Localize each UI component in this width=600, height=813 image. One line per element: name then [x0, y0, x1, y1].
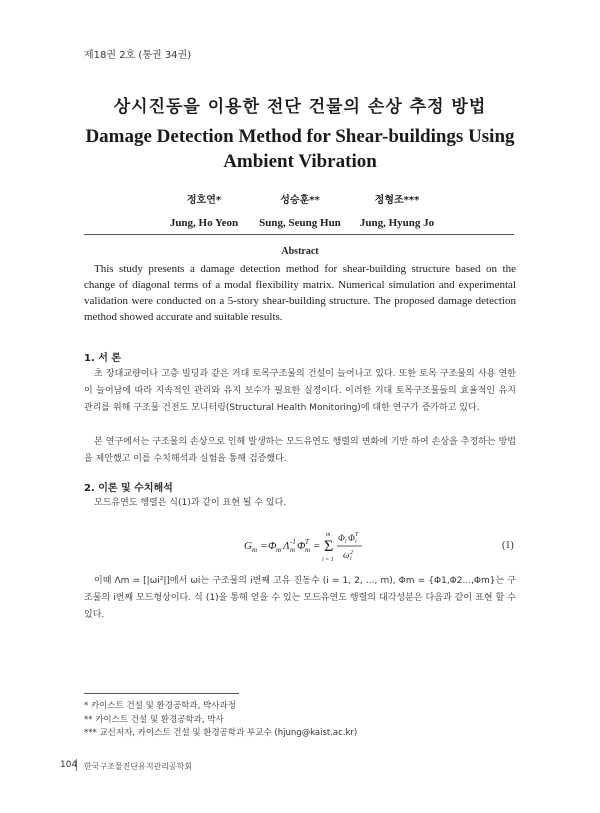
svg-text:Φ: Φ: [268, 540, 277, 552]
svg-text:Φ: Φ: [348, 533, 355, 543]
issue-header: 제18권 2호 (통권 34권): [84, 50, 192, 61]
svg-text:-1: -1: [290, 538, 296, 546]
author-3-korean: 정형조***: [374, 195, 420, 206]
author-2-english: Sung, Seung Hun: [259, 217, 341, 229]
svg-text:ω: ω: [343, 550, 350, 560]
footnote-1: * 카이스트 건설 및 환경공학과, 박사과정: [84, 701, 236, 711]
svg-text:T: T: [355, 532, 359, 538]
flexibility-equation: [244, 525, 364, 565]
author-3-english: Jung, Hyung Jo: [359, 217, 435, 229]
svg-text:2: 2: [350, 550, 353, 556]
footer-separator: [76, 759, 77, 771]
svg-text:m: m: [305, 546, 311, 554]
footnote-divider: [84, 693, 239, 694]
english-title: Damage Detection Method for Shear-buildings Using Ambient Vibration: [85, 126, 515, 172]
section-1-heading: 1. 서 론: [84, 353, 122, 364]
svg-text:Φ: Φ: [297, 540, 306, 552]
svg-text:Φ: Φ: [338, 533, 345, 543]
footnote-3: *** 교신저자, 카이스트 건설 및 환경공학과 부교수 (hjung@kaist.ac.kr): [84, 728, 358, 738]
svg-text:m: m: [276, 546, 282, 554]
svg-text:=: =: [260, 540, 268, 552]
svg-text:=: =: [313, 540, 321, 552]
author-1-english: Jung, Ho Yeon: [169, 217, 239, 229]
svg-text:i: i: [350, 556, 352, 562]
svg-text:T: T: [305, 538, 309, 546]
svg-text:Λ: Λ: [283, 540, 290, 552]
title-divider: [84, 234, 514, 235]
section-2-intro: 모드유연도 행렬은 식(1)과 같이 표현 될 수 있다.: [94, 498, 287, 508]
korean-title: 상시진동을 이용한 전단 건물의 손상 추정 방법: [113, 97, 487, 117]
svg-text:Σ: Σ: [324, 538, 334, 555]
svg-text:m: m: [252, 546, 258, 554]
svg-text:i = 1: i = 1: [322, 557, 334, 563]
svg-text:G: G: [244, 540, 252, 552]
equation-number: (1): [502, 540, 514, 551]
author-2-korean: 성승훈**: [280, 195, 320, 206]
svg-text:i: i: [345, 539, 347, 545]
author-3: [327, 191, 467, 229]
svg-text:m: m: [326, 532, 331, 538]
section-1-paragraph-1: 초 장대교량이나 고층 빌딩과 같은 거대 토목구조물의 건설이 늘어나고 있다. 또한 토목 구조물의 사용 연한이 늘어남에 따라 지속적인 관리와 유지 보수가 필요한 실정이다. 이러한 거대 토목구조물들의 효율적인 유지 관리를 위해 구조물 건전도 모니터링(Structural Health Monitoring)에 대한 연구가 증가하고 있다.: [84, 369, 516, 413]
author-1-korean: 정호연*: [186, 195, 222, 206]
journal-name: 한국구조물진단유지관리공학회: [84, 762, 193, 771]
footnote-2: ** 카이스트 건설 및 환경공학과, 박사: [84, 715, 224, 725]
section-2-after-equation: 이때 Λm = [|ωi²|]에서 ωi는 구조물의 i번째 고유 진동수 (i = 1, 2, ..., m), Φm = {Φ1,Φ2...,Φm}는 구조물의 i번째 모드형상이다. 식 (1)을 통해 얻을 수 있는 모드유연도 행렬의 대각성분은 다음과 같이 표현 할 수 있다.: [84, 576, 516, 620]
svg-text:m: m: [290, 546, 296, 554]
section-1-paragraph-2: 본 연구에서는 구조물의 손상으로 인해 발생하는 모드유연도 행렬의 변화에 기반 하여 손상을 추정하는 방법을 제안했고 이를 수치해석과 실험을 통해 검증했다.: [84, 437, 516, 464]
svg-text:i: i: [355, 539, 357, 545]
page-number: 104: [60, 760, 78, 770]
abstract-text: This study presents a damage detection method for shear-building structure based on the change of diagonal terms of a modal flexibility matrix. Numerical simulation and experimental validation were conducted on a 5-story shear-building structure. The proposed damage detection method showed accurate and suitable results.: [84, 263, 516, 323]
section-2-heading: 2. 이론 및 수치해석: [84, 483, 173, 494]
abstract-heading: Abstract: [281, 246, 319, 257]
